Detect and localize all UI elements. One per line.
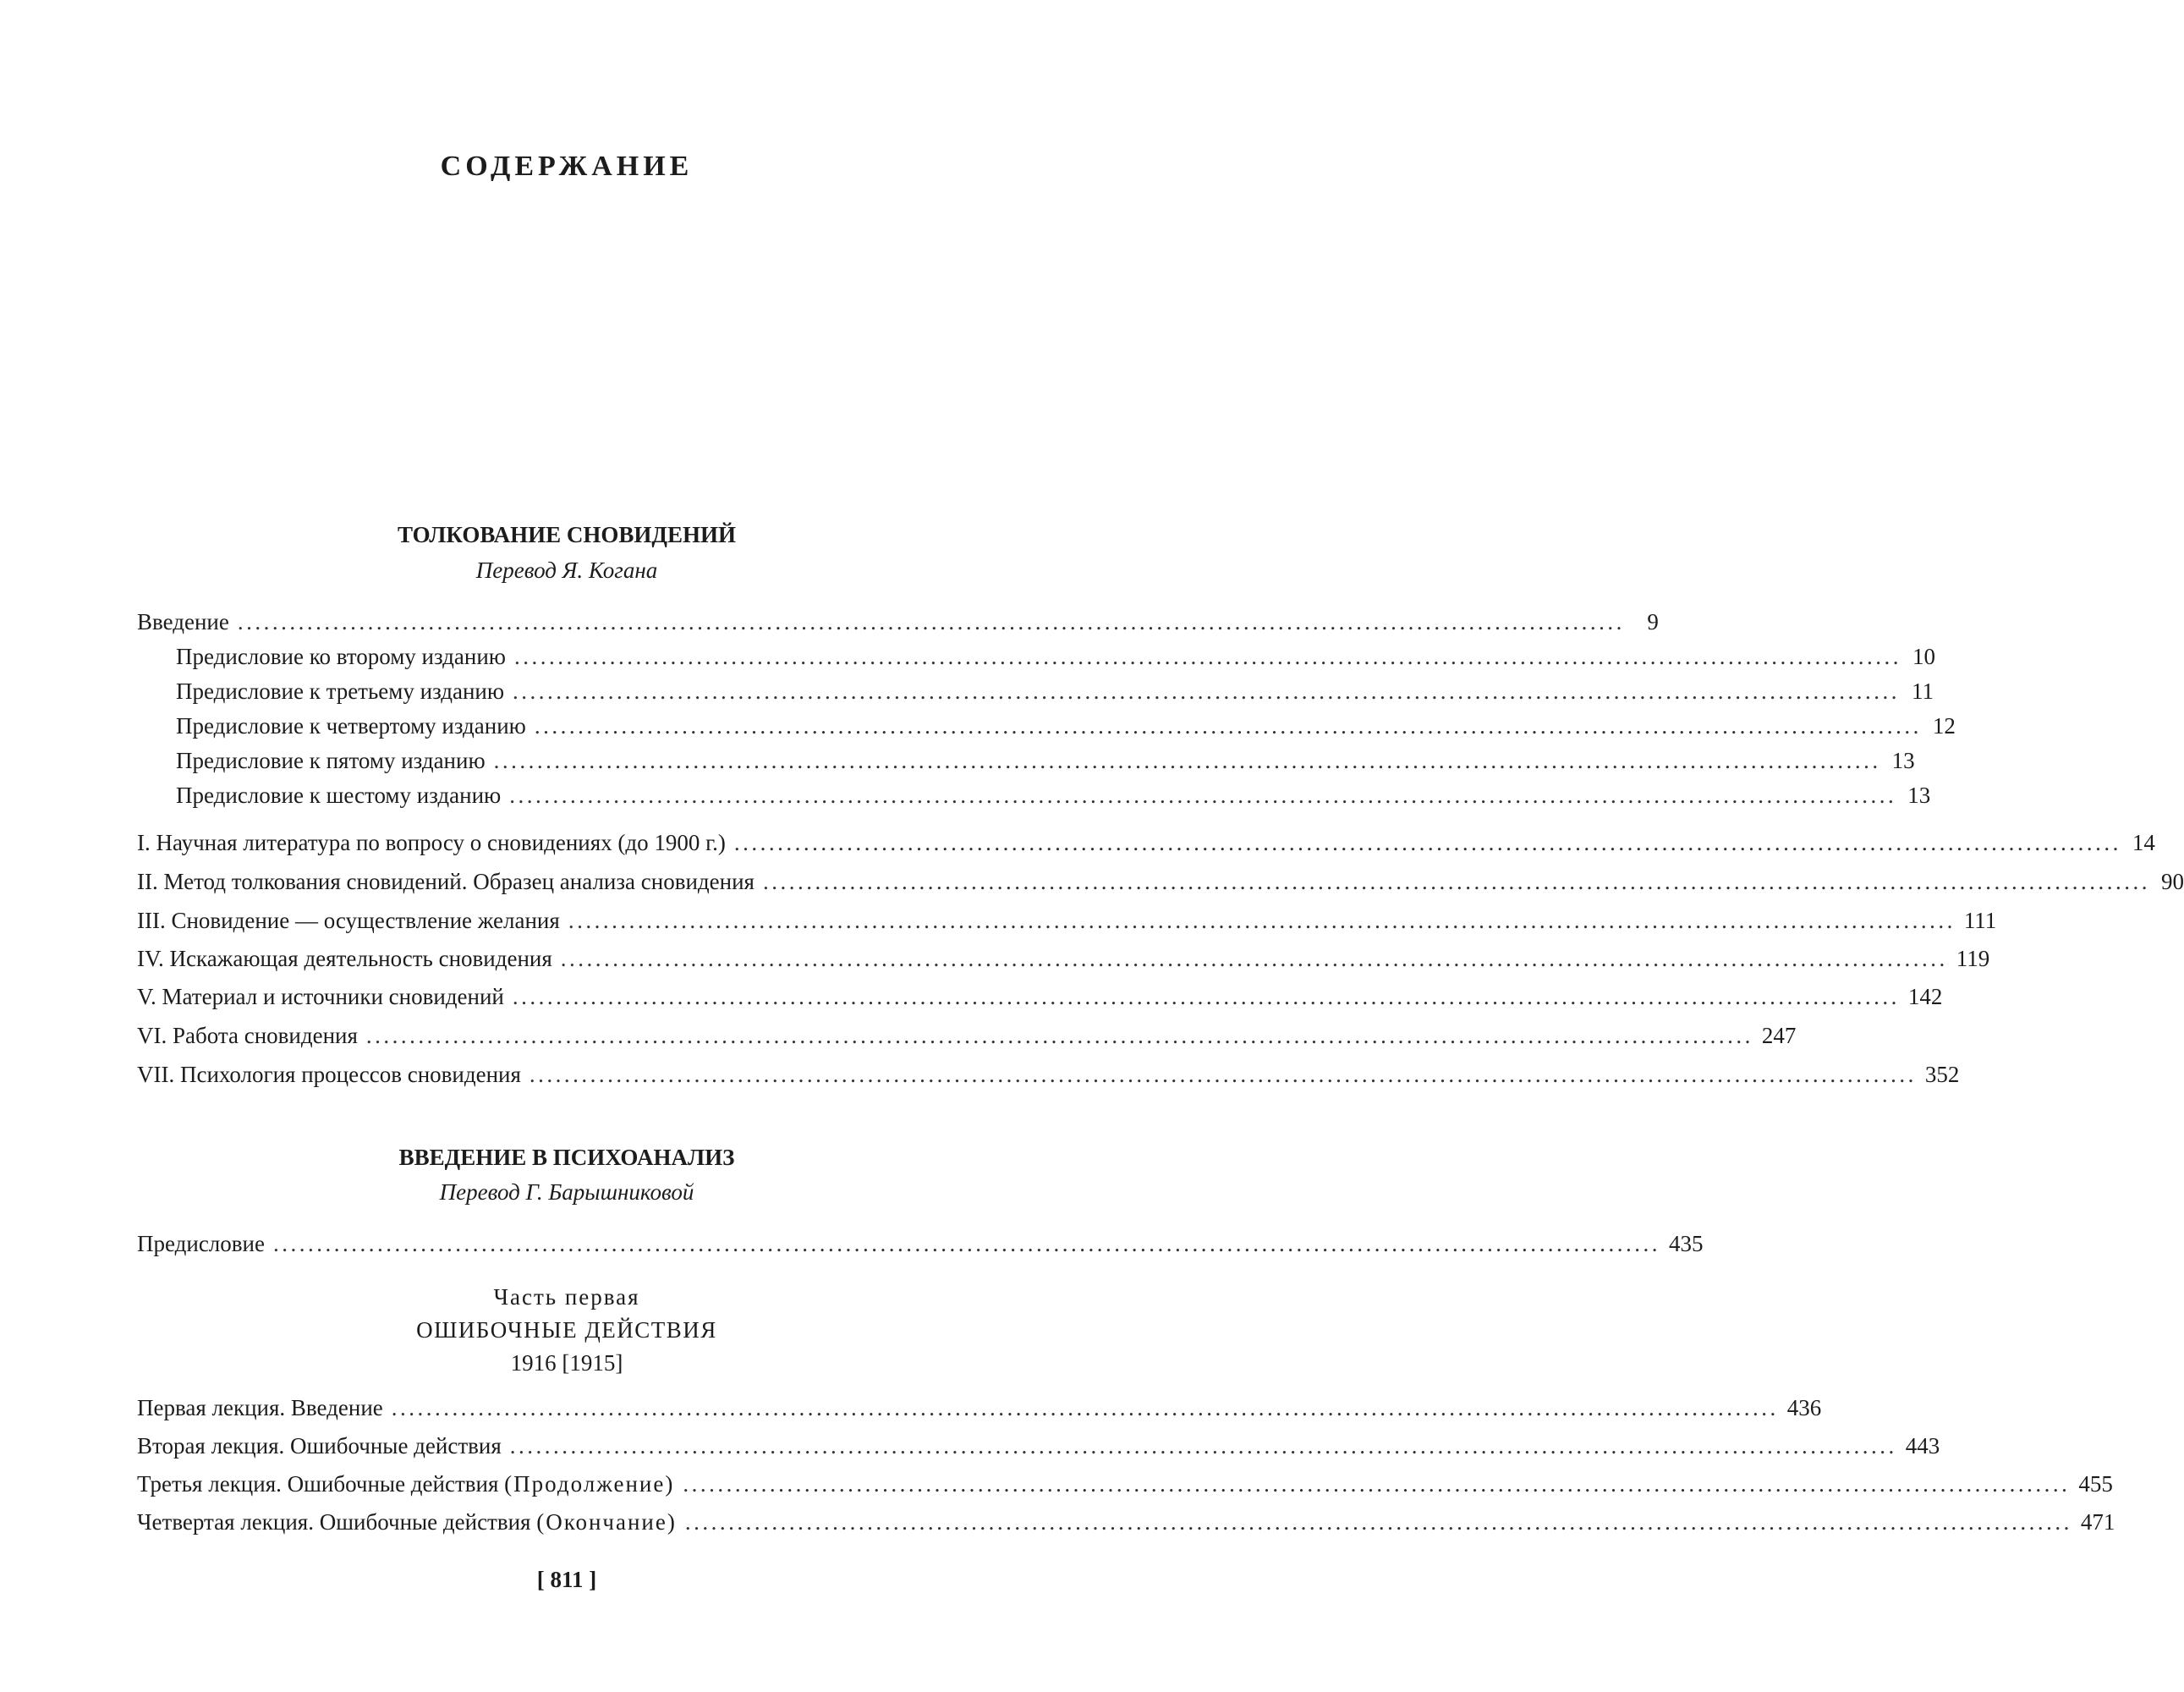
work-title-dreams: ТОЛКОВАНИЕ СНОВИДЕНИЙ: [397, 522, 736, 547]
translator-dreams: Перевод Я. Когана: [475, 558, 658, 583]
toc-entry-label: II. Метод толкования сновидений. Образец анализа сновидения: [137, 869, 755, 894]
toc-entry-label: Предисловие ко второму изданию: [176, 644, 506, 669]
dot-leader: ................................................................................................................................................................: [534, 713, 1922, 739]
dot-leader: ................................................................................................................................................................: [512, 984, 1900, 1009]
toc-entry-page: 12: [1932, 713, 1956, 739]
toc-entry-page: 14: [2132, 830, 2155, 855]
toc-entry-qualifier: (Окончание): [536, 1509, 677, 1535]
toc-entry[interactable]: [176, 744, 1915, 777]
toc-entry[interactable]: [176, 640, 1935, 673]
toc-entry[interactable]: [137, 1019, 1797, 1052]
toc-entry[interactable]: [176, 709, 1956, 743]
toc-entry-page: 10: [1912, 644, 1935, 669]
work-title-psychoanalysis: ВВЕДЕНИЕ В ПСИХОАНАЛИЗ: [398, 1145, 735, 1170]
toc-entry-label: VII. Психология процессов сновидения: [137, 1062, 521, 1087]
toc-entry-page: 471: [2080, 1509, 2115, 1535]
toc-entry[interactable]: [176, 674, 1934, 708]
toc-entry-page: 11: [1912, 678, 1934, 704]
dot-leader: ................................................................................................................................................................: [683, 1471, 2071, 1497]
dot-leader: ................................................................................................................................................................: [493, 748, 1881, 773]
toc-entry[interactable]: [137, 904, 1997, 937]
toc-entry-page: 9: [1647, 609, 1659, 634]
dot-leader: ................................................................................................................................................................: [560, 946, 1948, 971]
toc-entry-title: Четвертая лекция. Ошибочные действия: [137, 1509, 531, 1535]
dot-leader: ................................................................................................................................................................: [733, 830, 2121, 855]
toc-entry[interactable]: [137, 826, 2155, 860]
toc-entry[interactable]: [137, 1467, 2113, 1501]
page-number: [ 811 ]: [536, 1567, 597, 1592]
toc-entry[interactable]: [137, 1391, 1822, 1425]
toc-entry-label: [137, 1467, 674, 1501]
toc-entry-label: IV. Искажающая деятельность сновидения: [137, 946, 552, 971]
toc-entry-page: 13: [1907, 783, 1931, 808]
toc-entry-page: 436: [1786, 1395, 1822, 1420]
toc-entry-page: 119: [1956, 946, 1990, 971]
toc-entry-label: Предисловие к третьему изданию: [176, 678, 505, 704]
toc-entry-qualifier: (Продолжение): [504, 1471, 675, 1497]
toc-entry-label: I. Научная литература по вопросу о сновидениях (до 1900 г.): [137, 830, 726, 855]
toc-entry-page: 455: [2078, 1471, 2113, 1497]
toc-entry-label: Предисловие к четвертому изданию: [176, 713, 526, 739]
toc-entry-page: 443: [1905, 1433, 1940, 1459]
toc-entry-page: 111: [1963, 908, 1997, 933]
toc-entry[interactable]: [137, 1227, 1704, 1261]
toc-entry[interactable]: [137, 1058, 1960, 1091]
toc-entry[interactable]: [137, 980, 1943, 1014]
toc-entry-label: Предисловие к шестому изданию: [176, 783, 502, 808]
toc-entry-label: Вторая лекция. Ошибочные действия: [137, 1433, 502, 1459]
dot-leader: ................................................................................................................................................................: [513, 678, 1901, 704]
dot-leader: ................................................................................................................................................................: [529, 1062, 1917, 1087]
toc-entry[interactable]: [137, 942, 1990, 975]
toc-entry[interactable]: [137, 605, 1659, 639]
dot-leader: ................................................................................................................................................................: [762, 869, 2150, 894]
part-label: Часть первая: [493, 1284, 640, 1310]
dot-leader: ................................................................................................................................................................: [391, 1395, 1779, 1420]
dot-leader: ................................................................................................................................................................: [365, 1023, 1753, 1048]
toc-entry-label: V. Материал и источники сновидений: [137, 984, 504, 1009]
toc-entry-label: Введение: [137, 609, 229, 634]
toc-entry-page: 352: [1924, 1062, 1960, 1087]
dot-leader: ................................................................................................................................................................: [568, 908, 1956, 933]
translator-psychoanalysis: Перевод Г. Барышниковой: [439, 1179, 694, 1205]
part-years: 1916 [1915]: [510, 1350, 623, 1376]
toc-entry-page: 435: [1668, 1231, 1704, 1256]
toc-entry-title: Третья лекция. Ошибочные действия: [137, 1471, 499, 1497]
dot-leader: ................................................................................................................................................................: [513, 644, 1901, 669]
part-heading: [0, 1281, 1133, 1380]
part-name: ОШИБОЧНЫЕ ДЕЙСТВИЯ: [416, 1317, 717, 1343]
toc-entry-label: Предисловие к пятому изданию: [176, 748, 486, 773]
toc-entry-page: 13: [1891, 748, 1915, 773]
toc-entry-page: 90: [2160, 869, 2184, 894]
toc-entry-label: Первая лекция. Введение: [137, 1395, 383, 1420]
toc-entry-page: 142: [1907, 984, 1943, 1009]
toc-entry[interactable]: [176, 778, 1931, 812]
dot-leader: ................................................................................................................................................................: [509, 1433, 1897, 1459]
dot-leader: ................................................................................................................................................................: [237, 609, 1625, 634]
toc-entry-label: Предисловие: [137, 1231, 265, 1256]
toc-entry[interactable]: [137, 865, 2184, 898]
dot-leader: ................................................................................................................................................................: [272, 1231, 1660, 1256]
contents-title: СОДЕРЖАНИЕ: [440, 151, 694, 182]
dot-leader: ................................................................................................................................................................: [684, 1509, 2072, 1535]
dot-leader: ................................................................................................................................................................: [509, 783, 1897, 808]
toc-entry-label: [137, 1505, 677, 1539]
toc-entry-page: 247: [1761, 1023, 1797, 1048]
toc-entry-label: VI. Работа сновидения: [137, 1023, 358, 1048]
toc-entry[interactable]: [137, 1505, 2115, 1539]
toc-entry[interactable]: [137, 1429, 1940, 1463]
toc-entry-label: III. Сновидение — осуществление желания: [137, 908, 560, 933]
